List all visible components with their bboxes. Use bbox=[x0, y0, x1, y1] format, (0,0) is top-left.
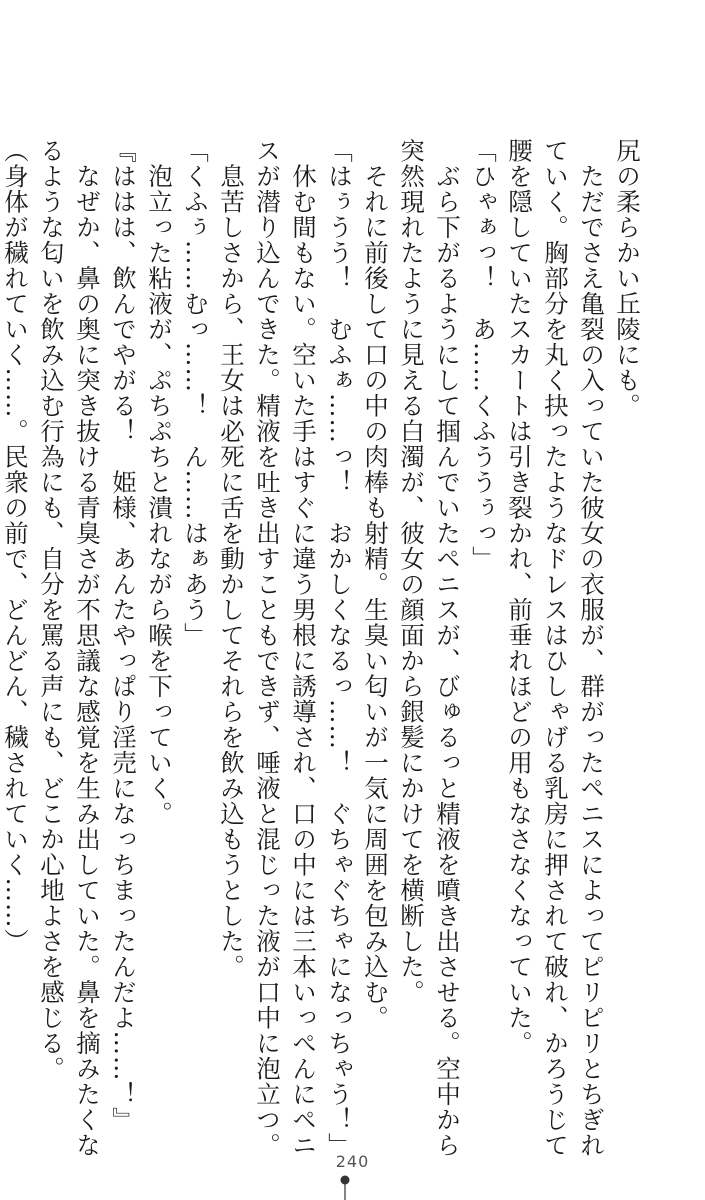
text-line: ただでさえ亀裂の入っていた彼女の衣服が、群がったペニスによってピリピリとちぎれ bbox=[577, 138, 606, 1158]
text-line: ぶら下がるようにして掴んでいたペニスが、びゅるっと精液を噴き出させる。空中から bbox=[433, 138, 462, 1158]
vertical-body-text bbox=[1, 138, 645, 1158]
text-line: なぜか、鼻の奥に突き抜ける青臭さが不思議な感覚を生み出していた。鼻を摘みたくな bbox=[73, 138, 102, 1158]
text-line: それに前後して口の中の肉棒も射精。生臭い匂いが一気に周囲を包み込む。 bbox=[361, 138, 390, 1031]
text-line: スが潜り込んできた。精液を吐き出すこともできず、唾液と混じった液が口中に泡立つ。 bbox=[253, 138, 282, 1158]
text-line: 腰を隠していたスカートは引き裂かれ、前垂れほどの用もなさなくなっていた。 bbox=[505, 138, 534, 1056]
text-line: （身体が穢れていく……。民衆の前で、どんどん、穢されていく……） bbox=[1, 138, 30, 954]
text-line: 息苦しさから、王女は必死に舌を動かしてそれらを飲み込もうとした。 bbox=[217, 138, 246, 980]
text-line: 尻の柔らかい丘陵にも。 bbox=[613, 138, 642, 419]
text-line: るような匂いを飲み込む行為にも、自分を罵る声にも、どこか心地よさを感じる。 bbox=[37, 138, 66, 1082]
text-line: 「くふぅ……むっ……！ ん……はぁあう」 bbox=[181, 138, 210, 648]
text-line: 泡立った粘液が、ぷちぷちと潰れながら喉を下っていく。 bbox=[145, 138, 174, 827]
text-line: 休む間もない。空いた手はすぐに違う男根に誘導され、口の中には三本いっぺんにペニ bbox=[289, 138, 318, 1158]
text-line: 「はぅうう！ むふぁ……っ！ おかしくなるっ……！ ぐちゃぐちゃになっちゃう！」 bbox=[325, 138, 354, 1158]
text-line: 突然現れたように見える白濁が、彼女の顔面から銀髪にかけてを横断した。 bbox=[397, 138, 426, 1005]
page-number: 240 bbox=[335, 1152, 370, 1171]
text-line: ていく。胸部分を丸く抉ったようなドレスはひしゃげる乳房に押されて破れ、かろうじて bbox=[541, 138, 570, 1158]
text-line: 『ははは、飲んでやがる！ 姫様、あんたやっぱり淫売になっちまったんだよ……！』 bbox=[109, 138, 138, 1133]
page-marker-icon bbox=[339, 1174, 351, 1200]
text-line: 「ひゃぁっ！ あ……くふううぅっ」 bbox=[469, 138, 498, 572]
